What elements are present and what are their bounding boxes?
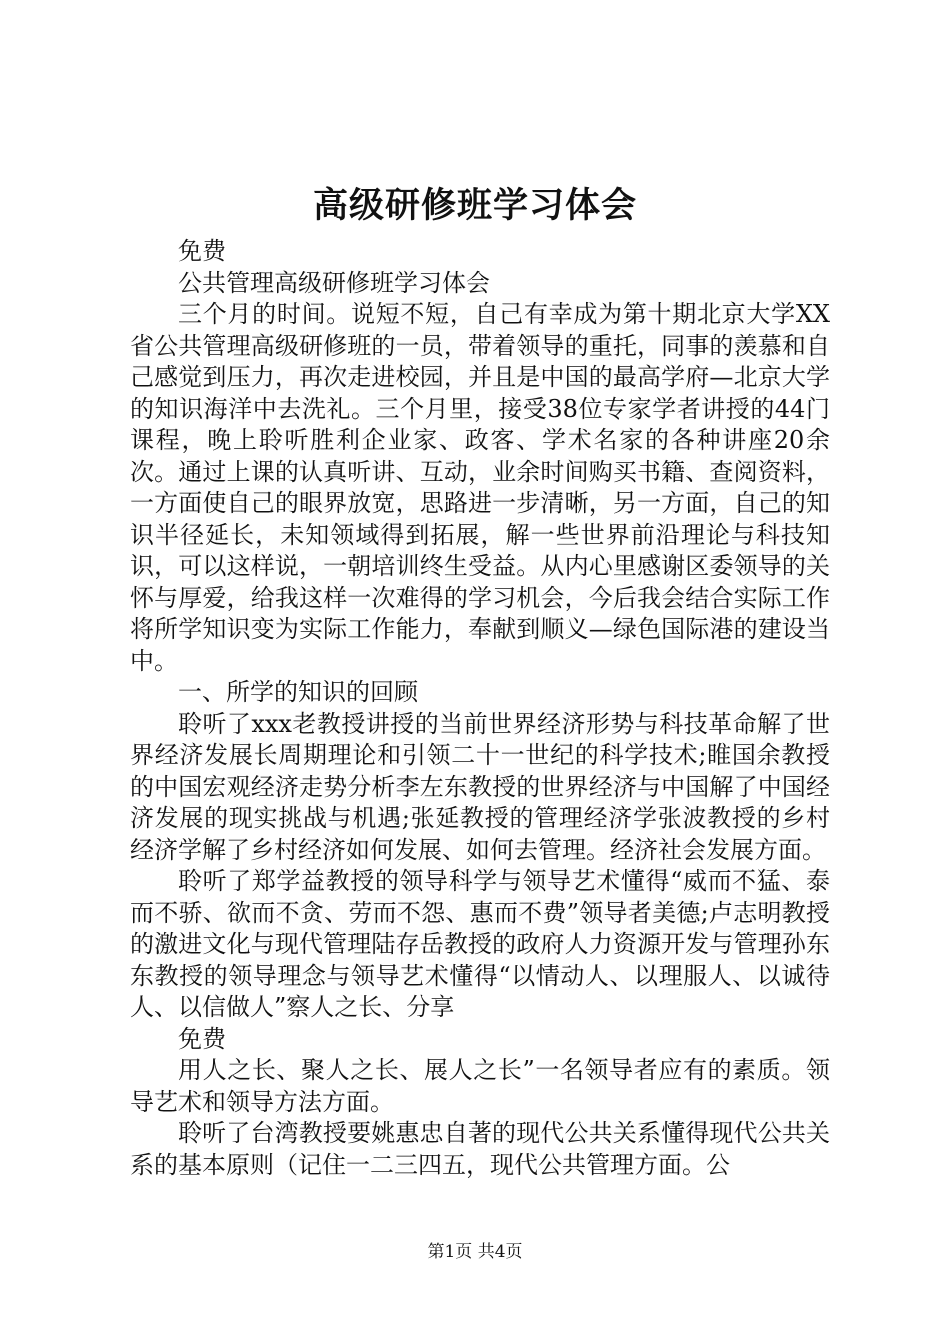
paragraph-free-label-2: 免费 [178,1024,226,1053]
paragraph-leadership: 聆听了郑学益教授的领导科学与领导艺术懂得“威而不猛、泰而不骄、欲而不贪、劳而不怨、惠而不费”领导者美德;卢志明教授的激进文化与现代管理陆存岳教授的政府人力资源开发与管理孙东东教授的领导理念与领导艺术懂得“以情动人、以理服人、以诚待人、以信做人”察人之长、分享 [130,867,830,1021]
section-heading: 一、所学的知识的回顾 [178,678,418,706]
document-body [130,236,830,1181]
paragraph-public-relations: 聆听了台湾教授要姚惠忠自著的现代公共关系懂得现代公共关系的基本原则（记住一二三四五，现代公共管理方面。公 [130,1119,830,1179]
page-footer: 第1页 共4页 [427,1242,523,1262]
document-title: 高级研修班学习体会 [312,185,637,226]
paragraph-economics: 聆听了xxx老教授讲授的当前世界经济形势与科技革命解了世界经济发展长周期理论和引领二十一世纪的科学技术;睢国余教授的中国宏观经济走势分析李左东教授的世界经济与中国解了中国经济发展的现实挑战与机遇;张延教授的管理经济学张波教授的乡村经济学解了乡村经济如何发展、如何去管理。经济社会发展方面。 [130,709,830,864]
paragraph-free-label: 免费 [178,237,226,265]
paragraph-intro: 三个月的时间。说短不短，自己有幸成为第十期北京大学XX省公共管理高级研修班的一员，带着领导的重托，同事的羡慕和自己感觉到压力，再次走进校园，并且是中国的最高学府—北京大学的知识海洋中去洗礼。三个月里，接受38位专家学者讲授的44门课程，晚上聆听胜利企业家、政客、学术名家的各种讲座20余次。通过上课的认真听讲、互动，业余时间购买书籍、查阅资料，一方面使自己的眼界放宽，思路进一步清晰，另一方面，自己的知识半径延长，未知领域得到拓展，解一些世界前沿理论与科技知识，可以这样说，一朝培训终生受益。从内心里感谢区委领导的关怀与厚爱，给我这样一次难得的学习机会，今后我会结合实际工作将所学知识变为实际工作能力，奉献到顺义—绿色国际港的建设当中。 [130,300,830,675]
paragraph-leadership-cont: 用人之长、聚人之长、展人之长”一名领导者应有的素质。领导艺术和领导方法方面。 [130,1056,830,1116]
paragraph-subtitle: 公共管理高级研修班学习体会 [178,268,490,297]
